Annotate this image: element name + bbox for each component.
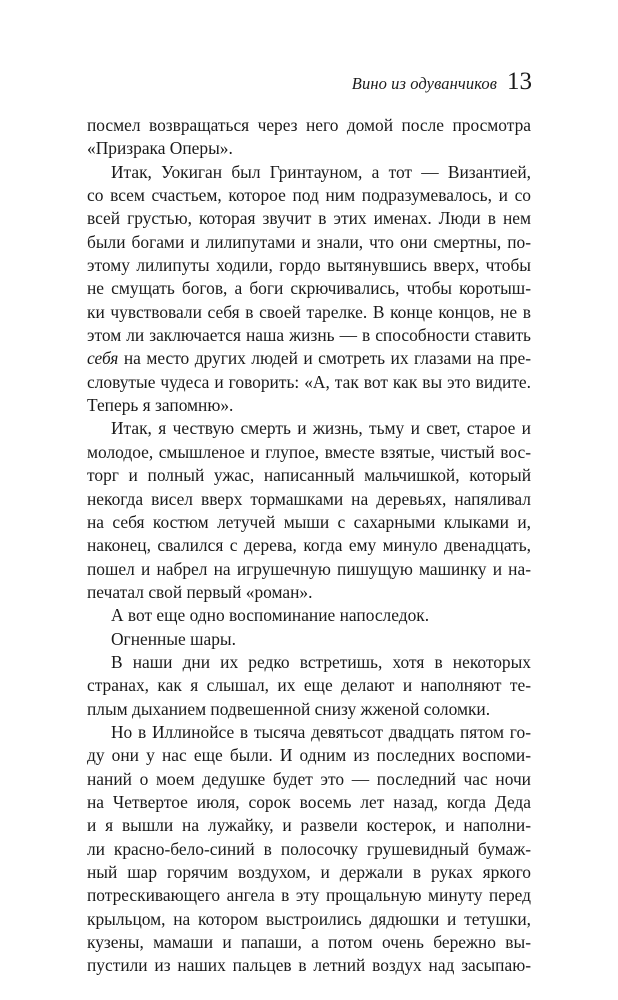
text-line: В наши дни их редко встретишь, хотя в некоторых — [111, 651, 531, 672]
body-text — [87, 114, 531, 978]
text-line: посмел возвращаться через него домой после просмотра — [87, 115, 531, 135]
page-number: 13 — [507, 68, 532, 95]
text-line: крыльцом, на котором выстроились дядюшки и тетушки, — [87, 908, 531, 929]
text-line-emphasis: себя — [87, 348, 119, 369]
text-line: печатал свой первый «роман». — [87, 581, 313, 602]
text-line: Но в Иллинойсе в тысяча девятьсот двадцать пятом го- — [111, 721, 531, 742]
text-line: Теперь я запомню». — [87, 395, 234, 416]
text-line: Итак, я чествую смерть и жизнь, тьму и свет, старое и — [111, 418, 531, 439]
text-line: Итак, Уокиган был Гринтауном, а тот — Византией, — [111, 161, 531, 182]
text-line: странах, как я слышал, их еще делают и наполняют те- — [87, 675, 531, 696]
text-line-segment: на место других людей и смотреть их глазами на пре- — [118, 348, 531, 369]
text-line: плым дыханием подвешенной снизу жженой соломки. — [87, 698, 491, 719]
text-line: пустили из наших пальцев в летний воздух над засыпаю- — [87, 955, 531, 976]
running-head-title: Вино из одуванчиков — [351, 74, 497, 93]
text-line: на Четвертое июля, сорок восемь лет назад, когда Деда — [87, 791, 531, 812]
text-line: А вот еще одно воспоминание напоследок. — [111, 605, 430, 626]
text-line: не смущать богов, а боги скрючивались, чтобы коротыш- — [87, 278, 531, 299]
text-line: наний о моем дедушке будет это — последний час ночи — [87, 768, 531, 789]
text-line: пошел и набрел на игрушечную пишущую машинку и на- — [87, 558, 531, 579]
text-line: некогда висел вверх тормашками на деревьях, напяливал — [87, 488, 531, 509]
text-line: ный шар горячим воздухом, и держали в руках яркого — [87, 862, 531, 882]
text-line: словутые чудеса и говорить: «А, так вот как вы это видите. — [87, 371, 531, 392]
text-line: были богами и лилипутами и знали, что они смертны, по- — [87, 231, 531, 252]
text-line: всей грустью, которая звучит в этих именах. Люди в нем — [87, 208, 531, 229]
text-line: этом ли заключается наша жизнь — в способности ставить — [87, 325, 531, 346]
text-line: этому лилипуты ходили, гордо вытянувшись вверх, чтобы — [87, 255, 531, 276]
text-line: «Призрака Оперы». — [87, 138, 233, 159]
text-line: на себя костюм летучей мыши с сахарными клыками и, — [87, 511, 531, 532]
text-line — [87, 347, 531, 370]
text-line: потрескивающего ангела в эту прощальную минуту перед — [87, 885, 531, 906]
text-line: молодое, смышленое и глупое, вместе взятые, чистый вос- — [87, 441, 531, 462]
text-line: наконец, свалился с дерева, когда ему минуло двенадцать, — [87, 535, 531, 556]
text-line: ли красно-бело-синий в полосочку грушевидный бумаж- — [87, 838, 531, 859]
text-line: торг и полный ужас, написанный мальчишкой, который — [87, 465, 531, 486]
text-line: кузены, мамаши и папаши, а потом очень бережно вы- — [87, 932, 531, 953]
text-line: ду они у нас еще были. И одним из последних воспоми- — [87, 745, 531, 766]
text-line: со всем счастьем, которое под ним подразумевалось, и со — [87, 185, 531, 206]
text-line: и я вышли на лужайку, и развели костерок, и наполни- — [87, 815, 531, 836]
running-head — [352, 68, 532, 96]
text-line: ки чувствовали себя в своей тарелке. В конце концов, не в — [87, 301, 531, 322]
text-line: Огненные шары. — [111, 628, 236, 649]
